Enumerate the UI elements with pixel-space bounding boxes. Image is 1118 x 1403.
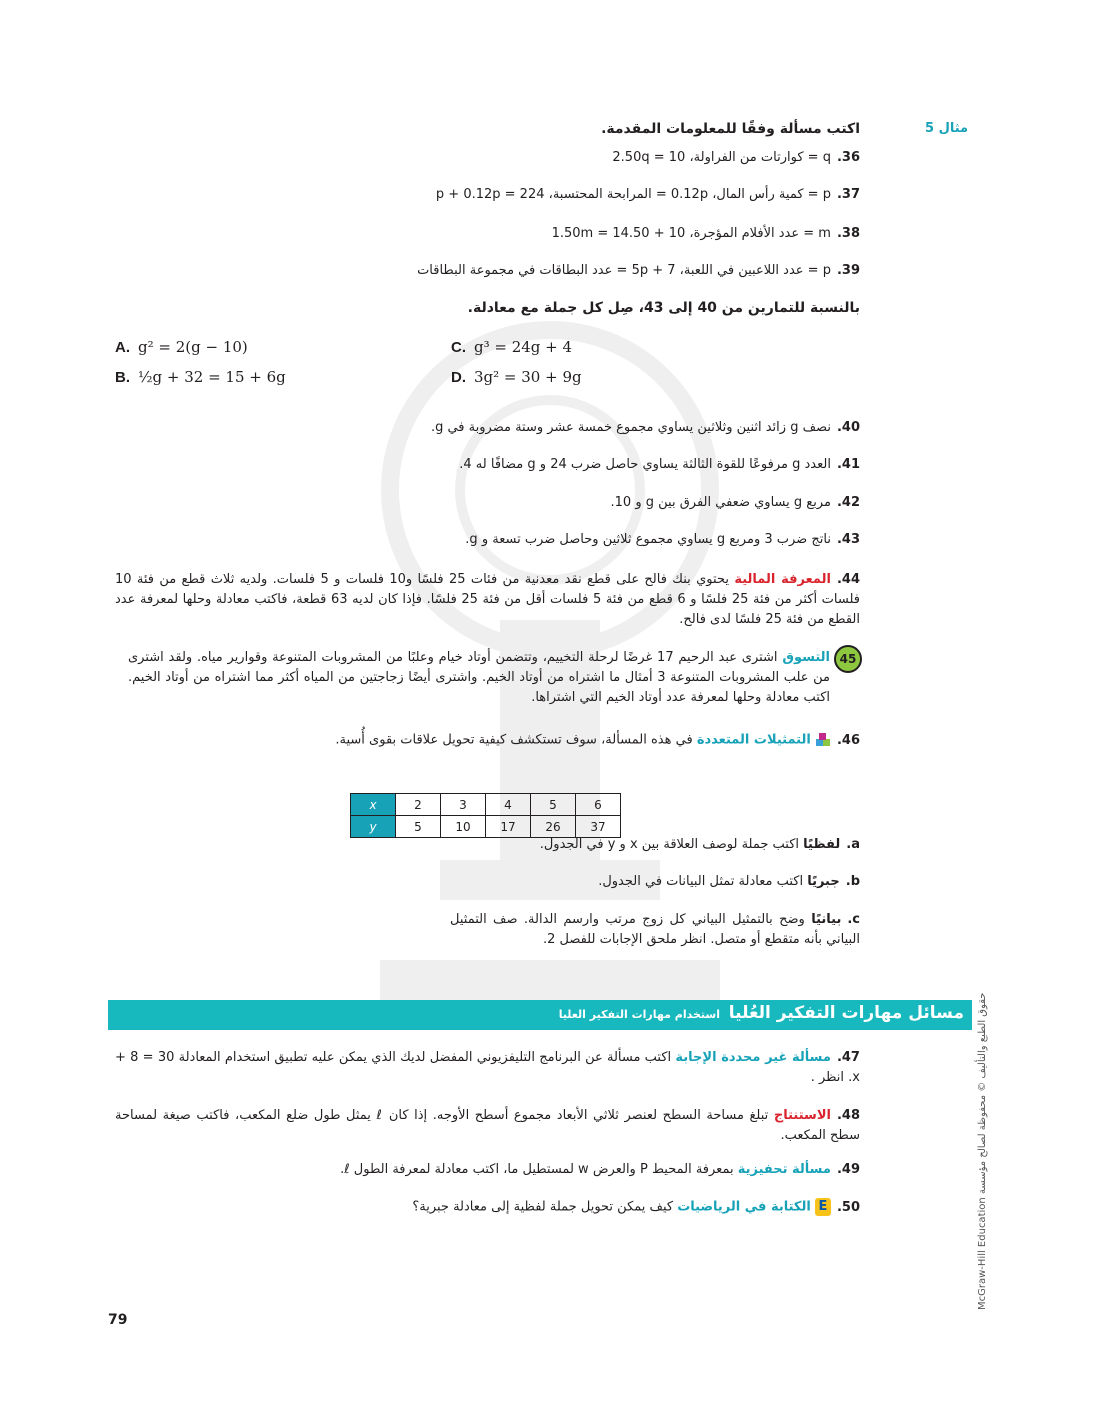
part-label: بيانيًا — [811, 912, 842, 927]
problem-number: 46. — [836, 732, 860, 748]
table-cell: 17 — [486, 816, 531, 838]
example-label: مثال 5 — [925, 121, 969, 136]
option-equation: g³ = 24g + 4 — [474, 338, 573, 356]
option-d — [451, 368, 582, 386]
table-cell: 26 — [531, 816, 576, 838]
problem-41 — [459, 457, 860, 472]
problem-text: q = كوارتات من الفراولة، 2.50q = 10 — [612, 150, 831, 165]
problem-36 — [612, 150, 860, 165]
problem-number: 47. — [836, 1050, 860, 1065]
problem-46 — [335, 732, 860, 748]
option-equation: g² = 2(g − 10) — [138, 338, 248, 356]
option-c — [451, 338, 572, 356]
problem-label: مسألة تحفيزية — [737, 1162, 831, 1177]
banner-subtitle: استخدام مهارات التفكير العليا — [558, 1008, 720, 1021]
table-header-y: y — [351, 816, 396, 838]
problem-text: نصف g زائد اثنين وثلاثين يساوي مجموع خمسة عشر وستة مضروبة في g. — [430, 420, 831, 435]
table-row-x — [351, 794, 621, 816]
part-c — [450, 910, 860, 950]
data-table — [350, 793, 621, 838]
problem-text: تبلغ مساحة السطح لعنصر ثلاثي الأبعاد مجموع أسطح الأوجه. إذا كان ℓ يمثل طول ضلع المكعب، فاكتب صيغة لمساحة سطح المكعب. — [115, 1108, 860, 1143]
problem-number: 41. — [836, 457, 860, 472]
option-label: A. — [115, 339, 130, 356]
part-label: جبريًا — [807, 874, 840, 889]
table-row-y — [351, 816, 621, 838]
problem-38 — [552, 226, 860, 241]
problem-text: p = عدد اللاعبين في اللعبة، 5p + 7 = عدد البطاقات في مجموعة البطاقات — [417, 263, 831, 278]
problem-text: مربع g يساوي ضعفي الفرق بين g و 10. — [610, 495, 831, 510]
problem-number: 43. — [836, 532, 860, 547]
problem-text: ناتج ضرب 3 ومربع g يساوي مجموع ثلاثين وحاصل ضرب تسعة و g. — [465, 532, 831, 547]
problem-text: m = عدد الأفلام المؤجرة، 10 + 1.50m = 14.50 — [551, 226, 831, 241]
problem-number: 45 — [834, 645, 862, 673]
part-label: لفظيًا — [803, 837, 841, 852]
problem-45-badge — [834, 645, 862, 673]
copyright-side-text: حقوق الطبع والتأليف © محفوظة لصالح مؤسسة McGraw-Hill Education — [977, 992, 988, 1310]
part-text: اكتب معادلة تمثل البيانات في الجدول. — [598, 874, 804, 889]
page-number: 79 — [108, 1312, 128, 1328]
problem-48 — [115, 1106, 860, 1146]
problem-number: 38. — [836, 226, 860, 241]
problem-label: المعرفة المالية — [734, 572, 831, 587]
writing-in-math-icon: E — [815, 1198, 831, 1216]
problem-text: اكتب مسألة عن البرنامج التليفزيوني المفضل لديك الذي يمكن عليه تطبيق استخدام المعادلة 30 = 8 + x. انظر . — [115, 1050, 860, 1085]
option-label: C. — [451, 339, 466, 356]
option-equation: ½g + 32 = 15 + 6g — [138, 368, 286, 386]
part-number: b. — [845, 874, 860, 889]
problem-number: 39. — [836, 263, 860, 278]
problem-39 — [417, 263, 860, 278]
problem-text: العدد g مرفوعًا للقوة الثالثة يساوي حاصل ضرب 24 و g مضافًا له 4. — [459, 457, 831, 472]
option-equation: 3g² = 30 + 9g — [474, 368, 582, 386]
problem-label: الكتابة في الرياضيات — [677, 1199, 811, 1215]
problem-number: 40. — [836, 420, 860, 435]
problem-label: التمثيلات المتعددة — [696, 732, 811, 748]
table-cell: 10 — [441, 816, 486, 838]
problem-number: 36. — [836, 150, 860, 165]
multiple-representations-icon — [815, 732, 831, 748]
option-b — [115, 368, 286, 386]
problem-text: p = كمية رأس المال، 0.12p = المرابحة المحتسبة، p + 0.12p = 224 — [435, 187, 831, 202]
problem-number: 49. — [836, 1162, 860, 1177]
part-number: a. — [846, 837, 860, 852]
problem-47 — [115, 1048, 860, 1088]
part-b — [598, 874, 860, 889]
part-number: c. — [847, 912, 860, 927]
problem-number: 48. — [836, 1108, 861, 1123]
problem-40 — [431, 420, 860, 435]
part-a — [540, 837, 860, 852]
problem-text: في هذه المسألة، سوف تستكشف كيفية تحويل علاقات بقوى أُسية. — [335, 732, 693, 748]
table-cell: 2 — [396, 794, 441, 816]
banner-title: مسائل مهارات التفكير العُليا — [728, 1003, 964, 1023]
problem-44 — [115, 570, 860, 630]
table-header-x: x — [351, 794, 396, 816]
problem-number: 42. — [836, 495, 860, 510]
table-cell: 6 — [576, 794, 621, 816]
problem-50 — [412, 1198, 860, 1216]
problem-37 — [436, 187, 860, 202]
part-text: وضح بالتمثيل البياني كل زوج مرتب وارسم الدالة. صف التمثيل البياني بأنه متقطع أو متصل. انظر ملحق الإجابات للفصل 2. — [450, 912, 860, 947]
problem-number: 50. — [836, 1199, 860, 1215]
problem-45 — [128, 648, 830, 708]
problem-42 — [611, 495, 860, 510]
table-cell: 4 — [486, 794, 531, 816]
option-label: D. — [451, 369, 466, 386]
problem-number: 37. — [836, 187, 860, 202]
table-cell: 5 — [531, 794, 576, 816]
part-text: اكتب جملة لوصف العلاقة بين x و y في الجدول. — [539, 837, 800, 852]
table-cell: 37 — [576, 816, 621, 838]
problem-text: اشترى عبد الرحيم 17 غرضًا لرحلة التخييم، وتتضمن أوتاد خيام وعلبًا من المشروبات المتنوعة وقوارير مياه. ولقد اشترى من علب المشروبات المتنوعة 3 أمثال ما اشتراه من أوتاد الخيم. واشترى أيضًا زجاجتين من المياه أكثر مما اشتراه من أوتاد الخيم. اكتب معادلة وحلها لمعرفة عدد أوتاد الخيم التي اشتراها. — [128, 650, 830, 705]
section-heading: اكتب مسألة وفقًا للمعلومات المقدمة. — [601, 121, 860, 137]
problem-label: مسألة غير محددة الإجابة — [675, 1050, 831, 1065]
option-label: B. — [115, 369, 130, 386]
problem-label: الاستنتاج — [773, 1108, 831, 1123]
problem-43 — [465, 532, 860, 547]
problem-label: التسوق — [782, 650, 830, 665]
problem-text: يحتوي بنك فالح على قطع نقد معدنية من فئات 25 فلسًا و10 فلسات و 5 فلسات. ولديه ثلاث قطع من فئة 10 فلسات أكثر من فئة 25 فلسًا و 6 قطع من فئة 5 فلسات أقل من فئة 25 فلسًا. فإذا كان لديه 63 قطعة، فاكتب معادلة وحلها لمعرفة عدد القطع من فئة 25 فلسًا لدى فالح. — [115, 572, 861, 627]
matching-heading: بالنسبة للتمارين من 40 إلى 43، صِل كل جملة مع معادلة. — [467, 300, 860, 316]
option-a — [115, 338, 248, 356]
hot-problems-banner — [108, 1000, 972, 1030]
table-cell: 3 — [441, 794, 486, 816]
table-cell: 5 — [396, 816, 441, 838]
problem-49 — [340, 1162, 860, 1177]
problem-text: بمعرفة المحيط P والعرض w لمستطيل ما، اكتب معادلة لمعرفة الطول ℓ. — [340, 1162, 734, 1177]
problem-text: كيف يمكن تحويل جملة لفظية إلى معادلة جبرية؟ — [412, 1199, 674, 1215]
problem-number: 44. — [836, 572, 860, 587]
